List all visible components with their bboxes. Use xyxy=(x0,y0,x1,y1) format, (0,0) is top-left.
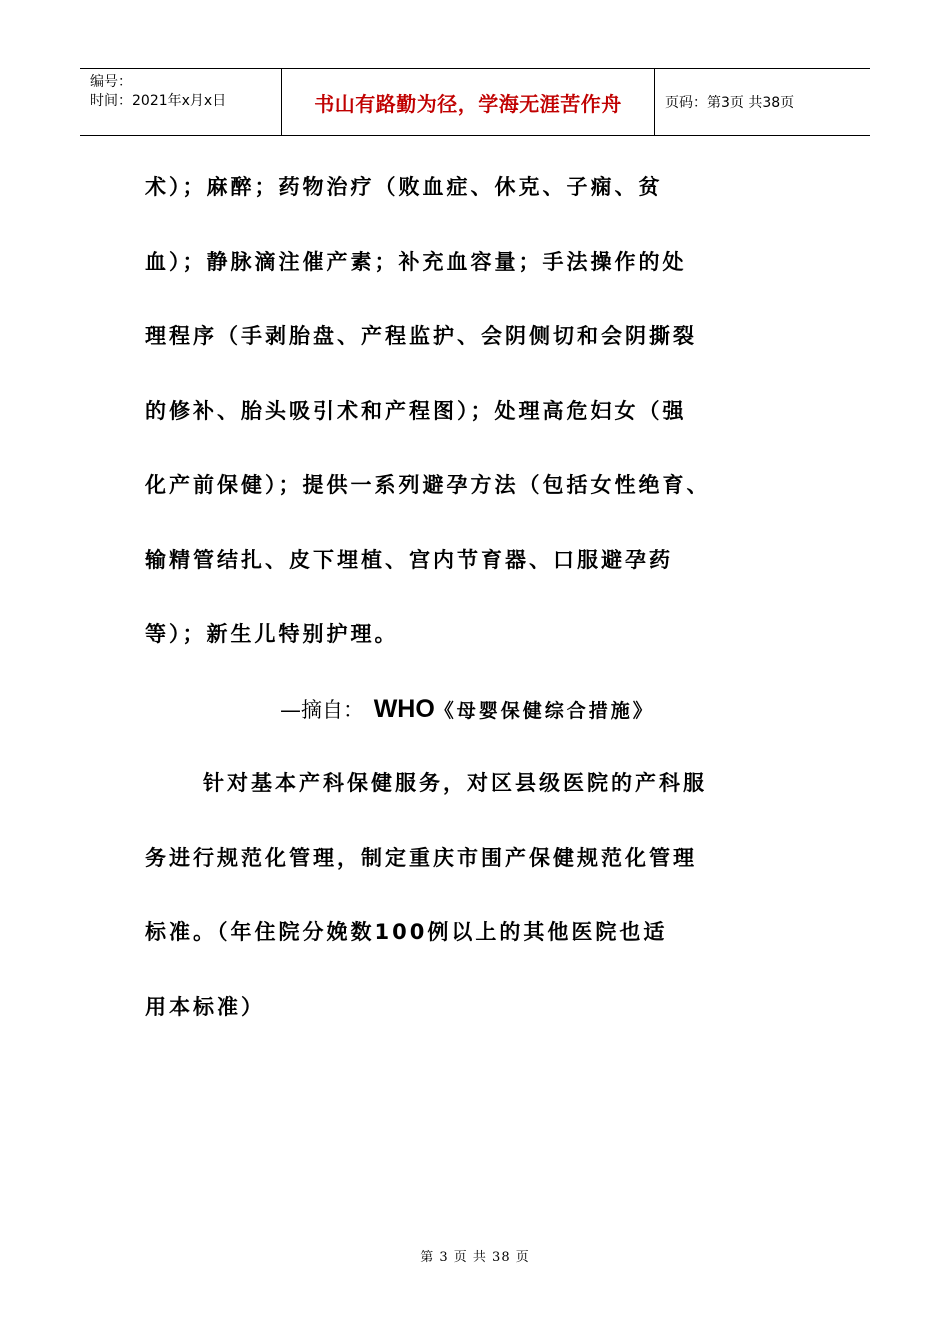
motto-text: 书山有路勤为径，学海无涯苦作舟 xyxy=(314,91,622,116)
document-header xyxy=(80,68,870,136)
header-motto-cell xyxy=(282,69,655,135)
body-line: 化产前保健）；提供一系列避孕方法（包括女性绝育、 xyxy=(145,473,711,497)
quote-title: 《母婴保健综合措施》 xyxy=(434,699,655,722)
body-line: 血）；静脉滴注催产素；补充血容量；手法操作的处 xyxy=(145,249,687,274)
footer-page-number: 第 3 页 共 38 页 xyxy=(420,1250,530,1265)
paragraph-line: 针对基本产科保健服务，对区县级医院的产科服 xyxy=(203,771,707,795)
paragraph-line: 务进行规范化管理，制定重庆市围产保健规范化管理 xyxy=(145,845,697,870)
quote-prefix: —摘自： xyxy=(280,697,364,722)
paragraph-line: 标准。（年住院分娩数100例以上的其他医院也适 xyxy=(145,920,668,944)
page-footer xyxy=(0,1246,950,1265)
header-page-cell xyxy=(655,69,870,135)
body-line: 的修补、胎头吸引术和产程图）；处理高危妇女（强 xyxy=(145,398,687,423)
page-info: 页码：第3页 共38页 xyxy=(665,95,795,111)
body-line: 理程序（手剥胎盘、产程监护、会阴侧切和会阴撕裂 xyxy=(145,324,697,348)
number-label: 编号： xyxy=(90,74,132,90)
paragraph-line: 用本标准） xyxy=(145,994,265,1019)
header-meta-cell xyxy=(80,69,282,135)
quote-org: WHO xyxy=(373,694,435,723)
body-line: 等）；新生儿特别护理。 xyxy=(145,622,399,646)
body-line: 输精管结扎、皮下埋植、宫内节育器、口服避孕药 xyxy=(145,547,673,572)
document-body xyxy=(145,150,835,1044)
body-line: 术）；麻醉；药物治疗（败血症、休克、子痫、贫 xyxy=(145,175,663,199)
time-label: 时间：2021年x月x日 xyxy=(90,93,227,109)
quote-source xyxy=(145,672,835,747)
